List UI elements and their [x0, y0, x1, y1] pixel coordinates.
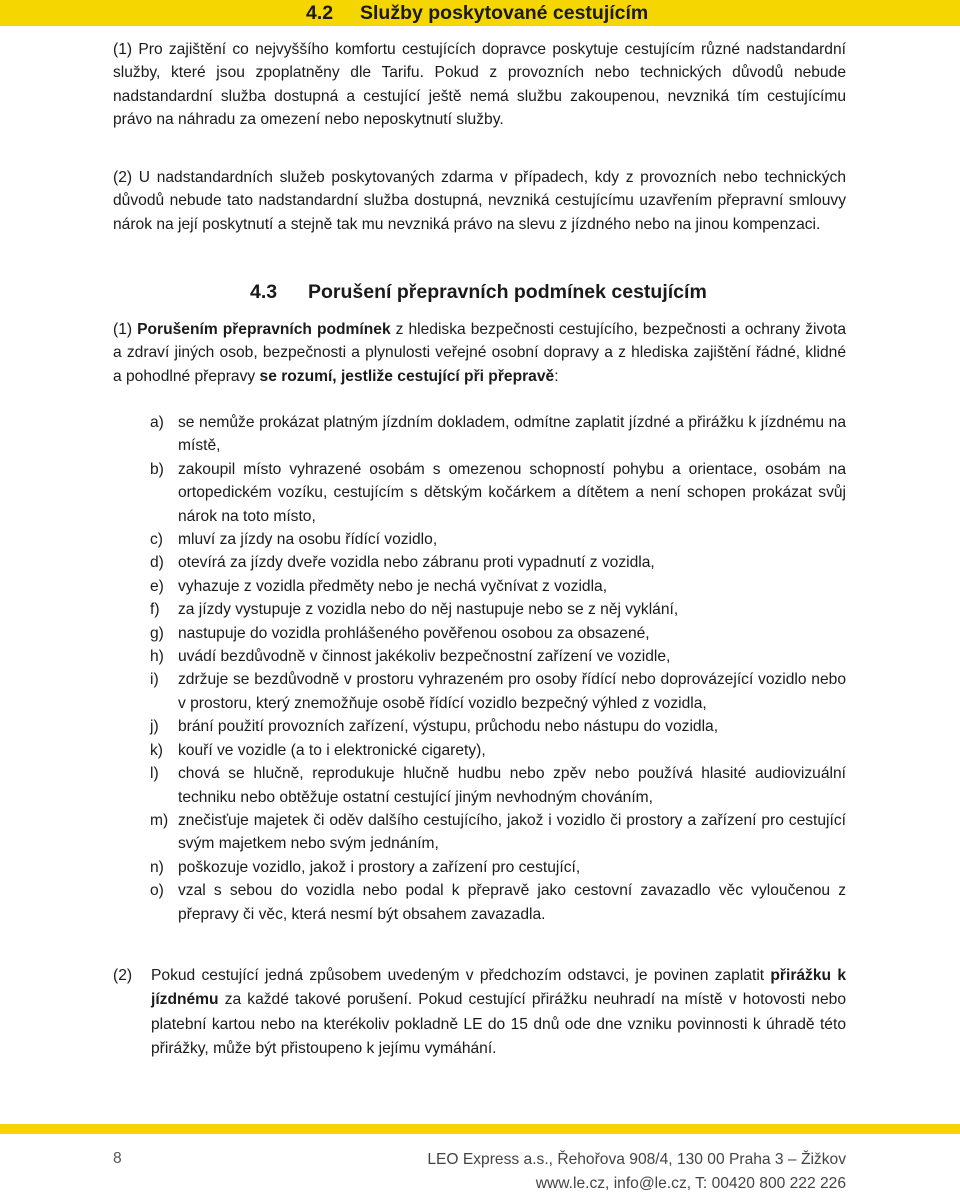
- list-item-label: o): [150, 882, 164, 900]
- list-item-label: f): [150, 601, 160, 619]
- section-number: 4.3: [250, 281, 278, 303]
- list-item: [150, 809, 846, 856]
- list-item: [150, 528, 846, 551]
- paragraph-index: (2): [113, 967, 133, 984]
- list-item-text: mluví za jízdy na osobu řídící vozidlo,: [178, 531, 438, 549]
- paragraph-text: Pokud cestující jedná způsobem uvedeným v předchozím odstavci, je povinen zaplatit: [151, 967, 771, 984]
- list-item-label: i): [150, 671, 159, 689]
- list-item-label: k): [150, 741, 163, 759]
- paragraph-text-end: za každé takové porušení. Pokud cestující přirážku neuhradí na místě v hotovosti nebo platební kartou nebo na kterékoliv pokladně LE do 15 dnů ode dne vzniku povinnosti k úhradě této přirážky, může být přistoupeno k jejímu vymáhání.: [151, 991, 846, 1058]
- paragraph-text: z hlediska bezpečnosti cestujícího, bezpečnosti a ochrany života a zdraví jiných osob, bezpečnosti a plynulosti veřejné osobní dopravy a z hlediska zajištění řádné, klidné a pohodlné přepravy: [113, 321, 846, 385]
- list-item-text: chová se hlučně, reprodukuje hlučně hudbu nebo zpěv nebo používá hlasité audiovizuální techniku nebo obtěžuje ostatní cestující jiným nevhodným chováním,: [178, 765, 846, 806]
- section-heading-4-3: [250, 278, 707, 306]
- paragraph-4-3-1: [113, 318, 846, 388]
- list-item-text: znečisťuje majetek či oděv dalšího cestujícího, jakož i vozidlo či prostory a zařízení pro cestující svým majetkem nebo svým jednáním,: [178, 811, 846, 853]
- list-item-label: l): [150, 765, 159, 783]
- footer-contact-line: www.le.cz, info@le.cz, T: 00420 800 222 226: [535, 1175, 846, 1192]
- list-item-text: brání použití provozních zařízení, výstupu, průchodu nebo nástupu do vozidla,: [178, 718, 719, 736]
- list-item: [150, 668, 846, 715]
- paragraph-text: U nadstandardních služeb poskytovaných zdarma v případech, kdy z provozních nebo technických důvodů nebude tato nadstandardní služba dostupná, nevzniká cestujícímu uzavřením přepravní smlouvy nárok na její poskytnutí a stejně tak mu nevzniká právo na slevu z jízdného nebo na jinou kompenzaci.: [113, 169, 846, 233]
- list-item-text: otevírá za jízdy dveře vozidla nebo zábranu proti vypadnutí z vozidla,: [178, 554, 655, 572]
- list-item-label: b): [150, 460, 164, 478]
- list-item: [150, 856, 846, 879]
- list-item-label: n): [150, 858, 164, 876]
- section-title: Porušení přepravních podmínek cestujícím: [308, 281, 707, 303]
- list-item: [150, 762, 846, 809]
- bold-term: Porušením přepravních podmínek: [137, 321, 391, 338]
- list-item: [150, 575, 846, 598]
- list-item: [150, 879, 846, 926]
- list-item-label: a): [150, 414, 164, 431]
- paragraph-4-2-1: [113, 38, 846, 132]
- list-item: [150, 411, 846, 458]
- paragraph-text: Pro zajištění co nejvyššího komfortu cestujících dopravce poskytuje cestujícím různé nadstandardní služby, které jsou zpoplatněny dle Tarifu. Pokud z provozních nebo technických důvodů nebude nadstandardní služba dostupná a cestující ještě nemá službu zakoupenou, nevzniká tím cestujícímu právo na náhradu za omezení nebo neposkytnutí služby.: [113, 41, 846, 129]
- list-item-text: uvádí bezdůvodně v činnost jakékoliv bezpečnostní zařízení ve vozidle,: [178, 648, 671, 666]
- list-item: [150, 715, 846, 738]
- paragraph-4-3-2: [113, 964, 846, 1062]
- list-item-text: poškozuje vozidlo, jakož i prostory a zařízení pro cestující,: [178, 858, 581, 876]
- list-item-label: h): [150, 648, 164, 666]
- list-item-label: d): [150, 554, 164, 572]
- list-item: [150, 598, 846, 621]
- bold-phrase: se rozumí, jestliže cestující při přepravě: [259, 367, 555, 385]
- list-item-text: vzal s sebou do vozidla nebo podal k přepravě jako cestovní zavazadlo věc vyloučenou z přepravy či věc, která nesmí být obsahem zavazadla.: [178, 882, 846, 923]
- list-item-text: zdržuje se bezdůvodně v prostoru vyhrazeném pro osoby řídící nebo doprovázející vozidlo nebo v prostoru, který znemožňuje osobě řídící vozidlo bezpečný výhled z vozidla,: [178, 671, 846, 712]
- list-item: [150, 622, 846, 645]
- list-item-label: c): [150, 531, 163, 549]
- list-item: [150, 739, 846, 762]
- footer-accent-bar: [0, 1124, 960, 1134]
- list-item-text: vyhazuje z vozidla předměty nebo je nechá vyčnívat z vozidla,: [178, 577, 608, 595]
- list-item-label: j): [150, 718, 159, 736]
- list-item-label: m): [150, 811, 169, 829]
- list-item-text: se nemůže prokázat platným jízdním dokladem, odmítne zaplatit jízdné a přirážku k jízdnému na místě,: [178, 414, 846, 455]
- bold-term: přirážku k jízdnému: [151, 967, 846, 1009]
- list-item: [150, 458, 846, 528]
- footer-address: [427, 1148, 846, 1196]
- list-item-text: nastupuje do vozidla prohlášeného pověřenou osobou za obsazené,: [178, 624, 650, 642]
- violations-list: [150, 411, 846, 926]
- paragraph-4-2-2: [113, 166, 846, 236]
- section-heading-4-2: [306, 0, 648, 26]
- colon: :: [554, 367, 559, 385]
- section-number: 4.2: [306, 2, 334, 24]
- footer-company-line: LEO Express a.s., Řehořova 908/4, 130 00 Praha 3 – Žižkov: [427, 1151, 846, 1168]
- list-item-label: e): [150, 577, 164, 595]
- paragraph-index: (2): [113, 169, 133, 186]
- paragraph-index: (1): [113, 41, 133, 58]
- list-item: [150, 551, 846, 574]
- list-item-text: kouří ve vozidle (a to i elektronické cigarety),: [178, 741, 486, 759]
- list-item-text: za jízdy vystupuje z vozidla nebo do něj nastupuje nebo se z něj vyklání,: [178, 601, 679, 619]
- list-item: [150, 645, 846, 668]
- section-title: Služby poskytované cestujícím: [360, 2, 649, 24]
- list-item-text: zakoupil místo vyhrazené osobám s omezenou schopností pohybu a orientace, osobám na ortopedickém vozíku, cestujícím s dětským kočárkem a dítětem a není schopen prokázat svůj nárok na toto místo,: [178, 460, 846, 525]
- list-item-label: g): [150, 624, 164, 642]
- page-number: 8: [113, 1150, 122, 1167]
- paragraph-index: (1): [113, 321, 133, 338]
